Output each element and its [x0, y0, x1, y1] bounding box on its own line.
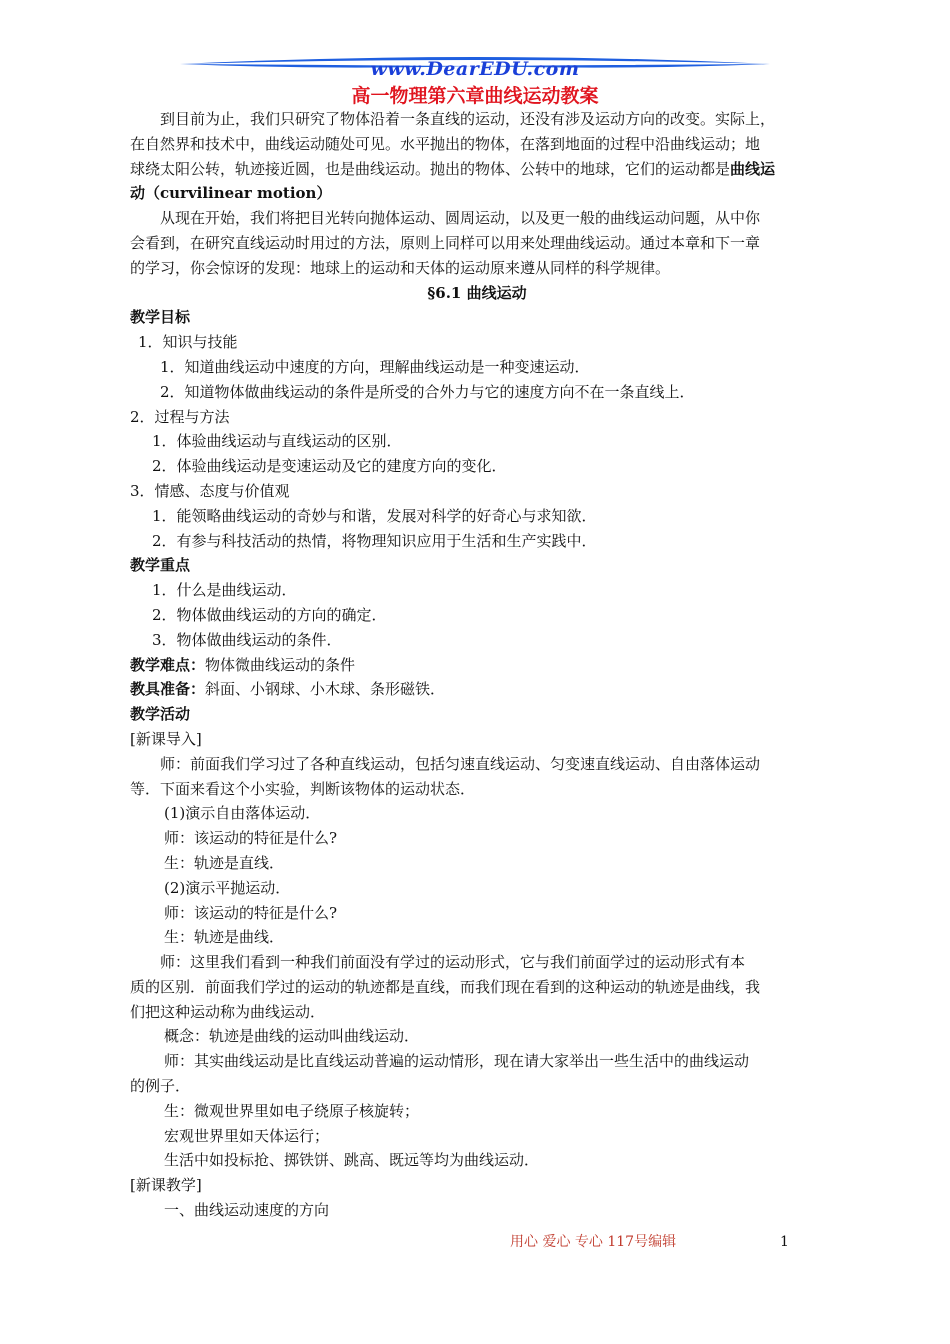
objective-group-title: 3．情感、态度与价值观	[130, 481, 290, 500]
dialogue-line: 生：微观世界里如电子绕原子核旋转；	[164, 1101, 420, 1120]
difficulty-label: 教学难点：	[130, 655, 206, 674]
intro-line: 从现在开始，我们将把目光转向抛体运动、圆周运动，以及更一般的曲线运动问题，从中你	[160, 209, 761, 228]
objective-item: 2．有参与科技活动的热情，将物理知识应用于生活和生产实践中．	[152, 531, 597, 550]
objective-item: 1．知道曲线运动中速度的方向，理解曲线运动是一种变速运动．	[160, 357, 590, 376]
dialogue-line: 师：这里我们看到一种我们前面没有学过的运动形式，它与我们前面学过的运动形式有本	[160, 953, 746, 972]
dialogue-line: 师：其实曲线运动是比直线运动普遍的运动情形，现在请大家举出一些生活中的曲线运动	[164, 1052, 750, 1071]
footer-note: 用心 爱心 专心 117号编辑	[510, 1234, 677, 1250]
key-point-item: 1．什么是曲线运动．	[152, 581, 297, 600]
lesson-intro-tag: [新课导入]	[130, 729, 202, 748]
dialogue-line: 的例子．	[130, 1077, 191, 1096]
objectives-heading: 教学目标	[130, 308, 191, 327]
dialogue-line: (2)演示平抛运动．	[164, 878, 291, 897]
intro-line: 会看到，在研究直线运动时用过的方法，原则上同样可以用来处理曲线运动。通过本章和下一章	[130, 233, 761, 252]
dialogue-line: 宏观世界里如天体运行；	[164, 1126, 330, 1145]
dialogue-line: 师：该运动的特征是什么?	[164, 829, 338, 848]
tools-label: 教具准备：	[130, 680, 206, 699]
objective-item: 2．知道物体做曲线运动的条件是所受的合外力与它的速度方向不在一条直线上．	[160, 382, 695, 401]
activities-heading: 教学活动	[130, 705, 191, 724]
document-body	[130, 107, 824, 1223]
term-highlight: 曲线运	[730, 159, 776, 178]
dialogue-line: 生：轨迹是曲线．	[164, 928, 285, 947]
intro-line: 球绕太阳公转，轨迹接近圆，也是曲线运动。抛出的物体、公转中的地球，它们的运动都是曲线运	[130, 159, 776, 178]
section-title: §6.1 曲线运动	[427, 283, 527, 302]
lesson-teach-tag: [新课教学]	[130, 1176, 202, 1195]
dialogue-line: 师：前面我们学习过了各种直线运动，包括匀速直线运动、匀变速直线运动、自由落体运动	[160, 754, 761, 773]
dialogue-line: (1)演示自由落体运动．	[164, 804, 321, 823]
dialogue-line: 生：轨迹是直线．	[164, 853, 285, 872]
sub-heading: 一、曲线运动速度的方向	[164, 1201, 330, 1220]
difficulty-line	[130, 653, 824, 678]
intro-line: 的学习，你会惊讶的发现：地球上的运动和天体的运动原来遵从同样的科学规律。	[130, 258, 671, 277]
intro-line: 到目前为止，我们只研究了物体沿着一条直线的运动，还没有涉及运动方向的改变。实际上，	[160, 110, 776, 128]
key-point-item: 2．物体做曲线运动的方向的确定．	[152, 605, 387, 624]
tools-line	[130, 677, 824, 702]
site-url: www.DearEDU.com	[370, 58, 580, 80]
objective-item: 1．体验曲线运动与直线运动的区别．	[152, 432, 402, 451]
intro-line: 动（curvilinear motion）	[130, 184, 332, 203]
dialogue-line: 质的区别．前面我们学过的运动的轨迹都是直线，而我们现在看到的这种运动的轨迹是曲线，我	[130, 977, 761, 996]
dialogue-line: 等．下面来看这个小实验，判断该物体的运动状态．	[130, 779, 476, 798]
objective-group-title: 1．知识与技能	[138, 333, 238, 352]
dialogue-line: 们把这种运动称为曲线运动．	[130, 1002, 326, 1021]
key-point-item: 3．物体做曲线运动的条件．	[152, 630, 342, 649]
intro-line: 在自然界和技术中，曲线运动随处可见。水平抛出的物体，在落到地面的过程中沿曲线运动；地	[130, 134, 761, 153]
objective-group-title: 2．过程与方法	[130, 407, 230, 426]
objective-item: 1．能领略曲线运动的奇妙与和谐，发展对科学的好奇心与求知欲．	[152, 506, 597, 525]
dialogue-line: 概念：轨迹是曲线的运动叫曲线运动．	[164, 1027, 420, 1046]
dialogue-line: 生活中如投标抢、掷铁饼、跳高、既远等均为曲线运动．	[164, 1151, 540, 1170]
tools-text: 斜面、小钢球、小木球、条形磁铁．	[205, 680, 446, 699]
objective-item: 2．体验曲线运动是变速运动及它的建度方向的变化．	[152, 457, 507, 476]
dialogue-line: 师：该运动的特征是什么?	[164, 903, 338, 922]
document-title: 高一物理第六章曲线运动教案	[351, 85, 599, 107]
key-points-heading: 教学重点	[130, 556, 191, 575]
page-number: 1	[780, 1234, 789, 1250]
difficulty-text: 物体微曲线运动的条件	[205, 655, 356, 674]
